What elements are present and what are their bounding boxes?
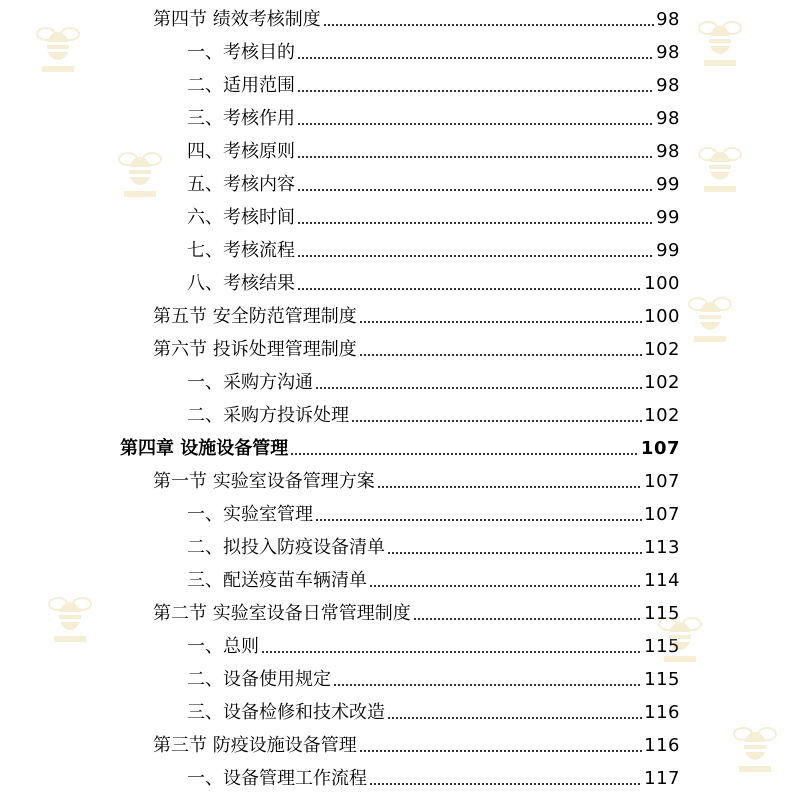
toc-entry-page: 115 (644, 636, 680, 657)
dot-leader (297, 156, 654, 158)
toc-entry-page: 116 (644, 702, 680, 723)
toc-entry[interactable] (187, 695, 680, 725)
toc-entry-title: 四、考核原则 (187, 141, 295, 162)
toc-entry[interactable] (187, 563, 680, 593)
toc-entry[interactable] (153, 299, 680, 329)
toc-entry[interactable] (187, 167, 680, 197)
toc-entry[interactable] (187, 761, 680, 791)
toc-entry[interactable] (187, 200, 680, 230)
dot-leader (359, 354, 642, 356)
dot-leader (290, 453, 639, 455)
toc-entry-page: 100 (644, 273, 680, 294)
toc-entry-title: 第五节 安全防范管理制度 (153, 306, 357, 327)
toc-entry-title: 第四章 设施设备管理 (120, 438, 289, 459)
toc-entry[interactable] (153, 2, 680, 32)
toc-entry-page: 98 (656, 42, 680, 63)
dot-leader (297, 222, 654, 224)
dot-leader (261, 651, 642, 653)
toc-entry-page: 99 (656, 174, 680, 195)
toc-entry-title: 二、采购方投诉处理 (187, 405, 349, 426)
dot-leader (359, 750, 642, 752)
toc-entry-title: 六、考核时间 (187, 207, 295, 228)
toc-entry-title: 第一节 实验室设备管理方案 (153, 471, 375, 492)
toc-entry[interactable] (187, 101, 680, 131)
toc-entry-page: 98 (656, 108, 680, 129)
toc-entry[interactable] (187, 134, 680, 164)
toc-entry-chapter[interactable] (120, 431, 680, 461)
toc-entry-title: 三、配送疫苗车辆清单 (187, 570, 367, 591)
toc-entry-page: 98 (656, 141, 680, 162)
toc-entry-title: 第四节 绩效考核制度 (153, 9, 321, 30)
toc-entry[interactable] (187, 35, 680, 65)
toc-entry-page: 102 (644, 372, 680, 393)
toc-entry[interactable] (187, 68, 680, 98)
toc-entry-page: 115 (644, 669, 680, 690)
toc-entry-page: 116 (644, 735, 680, 756)
toc-entry-title: 七、考核流程 (187, 240, 295, 261)
toc-entry-page: 98 (656, 9, 680, 30)
dot-leader (297, 90, 654, 92)
dot-leader (369, 783, 642, 785)
toc-entry-title: 二、适用范围 (187, 75, 295, 96)
toc-entry-title: 第二节 实验室设备日常管理制度 (153, 603, 411, 624)
toc-entry-title: 第三节 防疫设施设备管理 (153, 735, 357, 756)
toc-entry[interactable] (153, 332, 680, 362)
dot-leader (359, 321, 642, 323)
toc-entry[interactable] (153, 728, 680, 758)
toc-entry-title: 一、采购方沟通 (187, 372, 313, 393)
dot-leader (297, 189, 654, 191)
dot-leader (323, 24, 654, 26)
toc-entry-page: 100 (644, 306, 680, 327)
toc-entry-page: 114 (644, 570, 680, 591)
toc-entry[interactable] (187, 233, 680, 263)
toc-entry[interactable] (153, 596, 680, 626)
toc-entry[interactable] (187, 266, 680, 296)
toc-entry-page: 117 (644, 768, 680, 789)
toc-entry[interactable] (187, 629, 680, 659)
toc-entry-title: 三、考核作用 (187, 108, 295, 129)
toc-entry-title: 八、考核结果 (187, 273, 295, 294)
toc-entry-title: 一、实验室管理 (187, 504, 313, 525)
toc-entry[interactable] (187, 497, 680, 527)
toc-entry[interactable] (187, 662, 680, 692)
dot-leader (297, 255, 654, 257)
toc-entry-page: 107 (640, 438, 680, 459)
toc-entry-page: 102 (644, 405, 680, 426)
dot-leader (315, 387, 642, 389)
dot-leader (297, 123, 654, 125)
dot-leader (297, 288, 642, 290)
toc-entry-title: 二、拟投入防疫设备清单 (187, 537, 385, 558)
toc-entry-page: 98 (656, 75, 680, 96)
toc-entry-page: 102 (644, 339, 680, 360)
toc-entry-title: 一、考核目的 (187, 42, 295, 63)
dot-leader (413, 618, 642, 620)
toc-entry[interactable] (187, 365, 680, 395)
toc-entry[interactable] (153, 464, 680, 494)
toc-entry-page: 99 (656, 240, 680, 261)
dot-leader (377, 486, 642, 488)
toc-entry-title: 二、设备使用规定 (187, 669, 331, 690)
dot-leader (387, 552, 642, 554)
toc-entry-page: 107 (644, 504, 680, 525)
toc-entry[interactable] (187, 398, 680, 428)
dot-leader (333, 684, 642, 686)
toc-entry-title: 第六节 投诉处理管理制度 (153, 339, 357, 360)
toc-entry-title: 一、总则 (187, 636, 259, 657)
toc-entry-title: 一、设备管理工作流程 (187, 768, 367, 789)
toc-entry-page: 99 (656, 207, 680, 228)
dot-leader (315, 519, 642, 521)
dot-leader (351, 420, 642, 422)
toc-entry-page: 115 (644, 603, 680, 624)
toc-entry[interactable] (187, 530, 680, 560)
toc-entry-page: 113 (644, 537, 680, 558)
toc-entry-title: 三、设备检修和技术改造 (187, 702, 385, 723)
dot-leader (387, 717, 642, 719)
dot-leader (297, 57, 654, 59)
dot-leader (369, 585, 642, 587)
toc-entry-page: 107 (644, 471, 680, 492)
toc-entry-title: 五、考核内容 (187, 174, 295, 195)
